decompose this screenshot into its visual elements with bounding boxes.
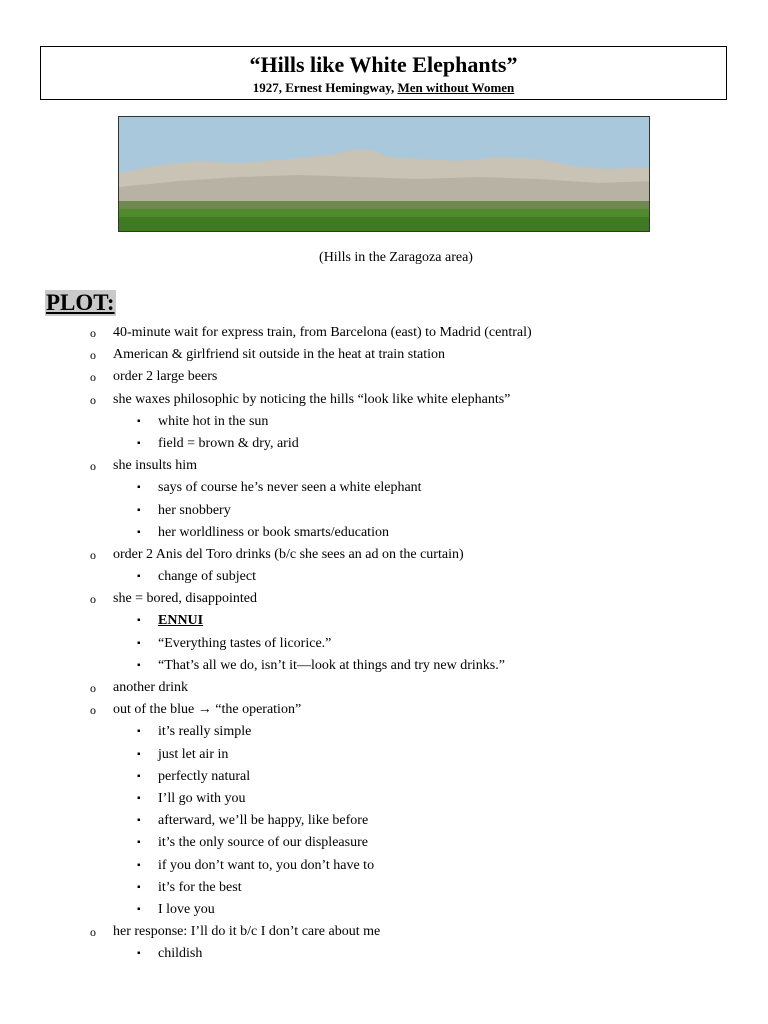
circle-bullet-icon: o xyxy=(90,592,96,607)
square-bullet-icon: ▪ xyxy=(137,415,141,427)
title-box xyxy=(40,46,727,100)
outline-item-text: I’ll go with you xyxy=(158,790,246,806)
outline-subitem xyxy=(0,477,768,499)
square-bullet-icon: ▪ xyxy=(137,637,141,649)
plot-outline xyxy=(0,322,768,965)
outline-item-text: American & girlfriend sit outside in the heat at train station xyxy=(113,347,446,363)
circle-bullet-icon: o xyxy=(90,547,96,562)
book-title: Men without Women xyxy=(397,80,515,95)
outline-item-text: order 2 large beers xyxy=(113,369,218,385)
square-bullet-icon: ▪ xyxy=(137,903,141,915)
circle-bullet-icon: o xyxy=(90,392,96,407)
outline-subitem xyxy=(0,788,768,810)
outline-item-text: it’s for the best xyxy=(158,879,242,895)
outline-subitem xyxy=(0,633,768,655)
outline-item-text: if you don’t want to, you don’t have to xyxy=(158,857,375,873)
square-bullet-icon: ▪ xyxy=(137,748,141,760)
outline-subitem xyxy=(0,899,768,921)
outline-subitem xyxy=(0,832,768,854)
outline-item xyxy=(0,322,768,344)
plot-heading: PLOT: xyxy=(46,290,115,315)
outline-item-text: 40-minute wait for express train, from Barcelona (east) to Madrid (central) xyxy=(113,325,532,340)
outline-item-text: it’s really simple xyxy=(158,724,252,740)
circle-bullet-icon: o xyxy=(90,348,96,363)
outline-subitem xyxy=(0,766,768,788)
outline-subitem xyxy=(0,721,768,743)
outline-item-text: her worldliness or book smarts/education xyxy=(158,524,389,540)
square-bullet-icon: ▪ xyxy=(137,526,141,538)
outline-subitem xyxy=(0,855,768,877)
outline-item-text: her response: I’ll do it b/c I don’t care about me xyxy=(113,924,381,940)
outline-item-text: “That’s all we do, isn’t it—look at things and try new drinks.” xyxy=(158,657,505,673)
outline-subitem xyxy=(0,655,768,677)
circle-bullet-icon: o xyxy=(90,326,96,340)
outline-item-text: ENNUI xyxy=(158,613,204,629)
outline-item-text: just let air in xyxy=(158,746,229,762)
outline-subitem xyxy=(0,522,768,544)
photo-caption: (Hills in the Zaragoza area) xyxy=(319,250,473,265)
subtitle-prefix: 1927, Ernest Hemingway, xyxy=(252,80,398,95)
outline-subitem xyxy=(0,500,768,522)
outline-item xyxy=(0,588,768,610)
page-subtitle xyxy=(41,80,726,96)
field-foreground xyxy=(119,217,650,232)
square-bullet-icon: ▪ xyxy=(137,815,141,827)
circle-bullet-icon: o xyxy=(90,459,96,474)
square-bullet-icon: ▪ xyxy=(137,504,141,516)
outline-subitem xyxy=(0,744,768,766)
outline-item xyxy=(0,677,768,699)
outline-item-text: it’s the only source of our displeasure xyxy=(158,835,368,851)
outline-item xyxy=(0,455,768,477)
square-bullet-icon: ▪ xyxy=(137,726,141,738)
outline-item-text: field = brown & dry, arid xyxy=(158,435,299,451)
outline-subitem xyxy=(0,610,768,632)
square-bullet-icon: ▪ xyxy=(137,659,141,671)
circle-bullet-icon: o xyxy=(90,925,96,940)
outline-item xyxy=(0,389,768,411)
outline-item xyxy=(0,699,768,721)
outline-item-text: her snobbery xyxy=(158,502,231,518)
square-bullet-icon: ▪ xyxy=(137,437,141,449)
outline-item-text: another drink xyxy=(113,680,189,695)
outline-subitem xyxy=(0,433,768,455)
square-bullet-icon: ▪ xyxy=(137,859,141,871)
square-bullet-icon: ▪ xyxy=(137,881,141,893)
square-bullet-icon: ▪ xyxy=(137,615,141,627)
outline-item-text: I love you xyxy=(158,901,215,917)
circle-bullet-icon: o xyxy=(90,370,96,385)
outline-item-text: she insults him xyxy=(113,458,198,474)
outline-item xyxy=(0,544,768,566)
square-bullet-icon: ▪ xyxy=(137,571,141,583)
outline-item-text: change of subject xyxy=(158,569,256,585)
hills-landscape-image xyxy=(119,117,650,232)
outline-item-text: she waxes philosophic by noticing the hills “look like white elephants” xyxy=(113,391,511,407)
outline-item-text: out of the blue → “the operation” xyxy=(113,702,302,718)
outline-item-text: perfectly natural xyxy=(158,768,251,784)
circle-bullet-icon: o xyxy=(90,681,96,695)
outline-item-text: order 2 Anis del Toro drinks (b/c she sees an ad on the curtain) xyxy=(113,546,464,562)
hills-photo xyxy=(118,116,650,232)
square-bullet-icon: ▪ xyxy=(137,837,141,849)
outline-item-text: childish xyxy=(158,946,203,962)
outline-subitem xyxy=(0,566,768,588)
square-bullet-icon: ▪ xyxy=(137,948,141,960)
square-bullet-icon: ▪ xyxy=(137,792,141,804)
outline-subitem xyxy=(0,411,768,433)
outline-item-text: she = bored, disappointed xyxy=(113,591,257,607)
page-title: “Hills like White Elephants” xyxy=(249,52,518,77)
outline-item-text: “Everything tastes of licorice.” xyxy=(158,635,332,651)
outline-subitem xyxy=(0,943,768,965)
outline-item xyxy=(0,366,768,388)
circle-bullet-icon: o xyxy=(90,703,96,718)
outline-item xyxy=(0,344,768,366)
outline-item-text: white hot in the sun xyxy=(158,413,269,429)
square-bullet-icon: ▪ xyxy=(137,482,141,494)
outline-subitem xyxy=(0,810,768,832)
outline-subitem xyxy=(0,877,768,899)
outline-item xyxy=(0,921,768,943)
square-bullet-icon: ▪ xyxy=(137,770,141,782)
outline-item-text: says of course he’s never seen a white elephant xyxy=(158,480,422,496)
outline-item-text: afterward, we’ll be happy, like before xyxy=(158,813,369,829)
